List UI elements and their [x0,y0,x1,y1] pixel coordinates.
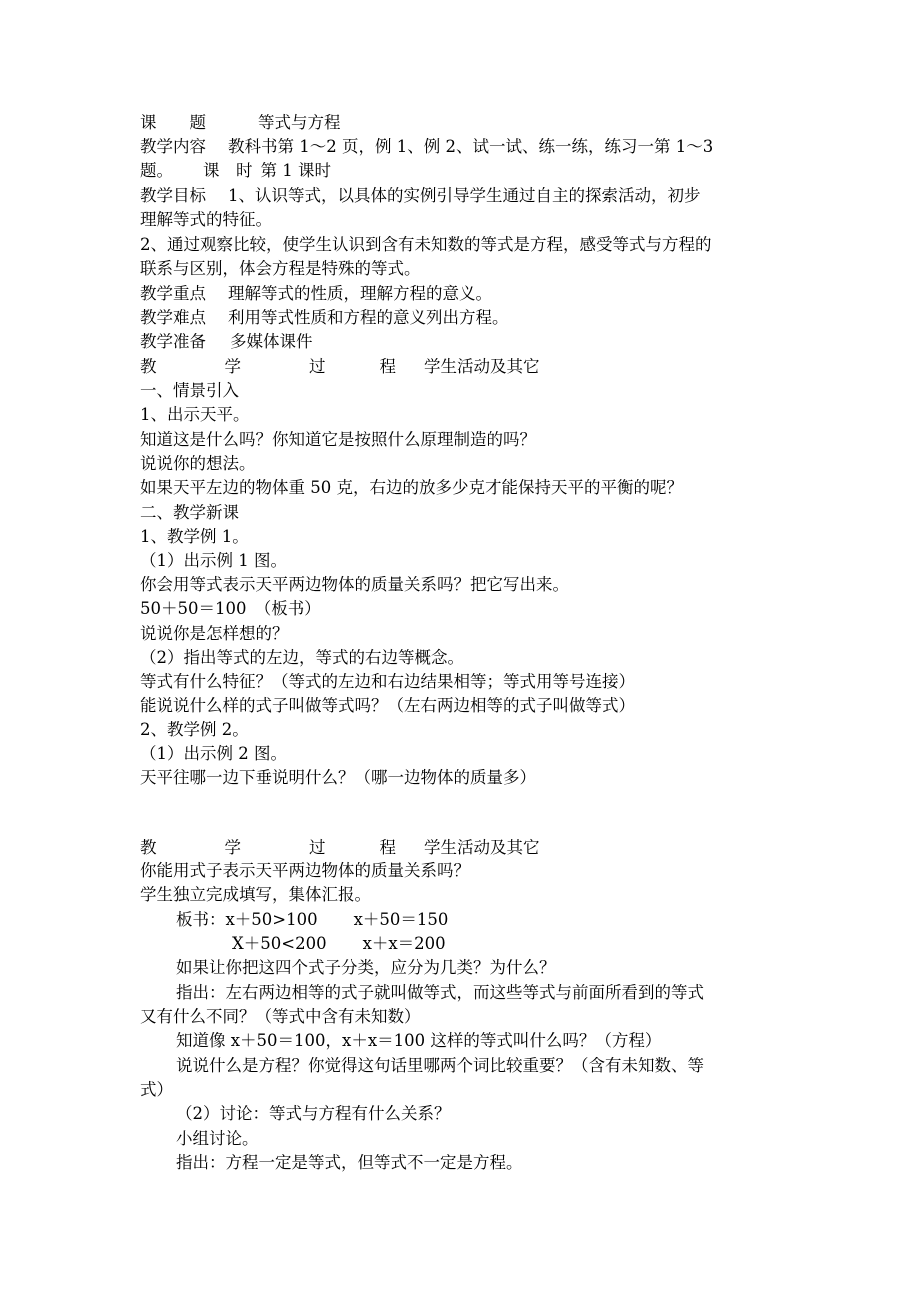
header-char-4: 程 [379,838,396,857]
key-label: 教学重点 [140,284,206,303]
process-header [140,356,540,378]
text-line: 又有什么不同？（等式中含有未知数） [140,1007,421,1026]
text-line: 知道像 x＋50＝100，x＋x＝100 这样的等式叫什么吗？（方程） [176,1031,662,1050]
difficulty-value: 利用等式性质和方程的意义列出方程。 [228,308,509,327]
goal-1: 1、认识等式，以具体的实例引导学生通过自主的探索活动，初步 [228,186,701,205]
text-line: 说说什么是方程？你觉得这句话里哪两个词比较重要？（含有未知数、等 [176,1056,704,1075]
board-eq-3: X＋50<200 [232,934,327,953]
text-line: （1）出示例 1 图。 [140,551,287,570]
section-intro: 一、情景引入 [140,381,239,400]
hours-value: 第 1 课时 [260,161,331,180]
text-line: 学生独立完成填写，集体汇报。 [140,885,371,904]
text-line: 你能用式子表示天平两边物体的质量关系吗？ [140,861,470,880]
goal-1-cont: 理解等式的特征。 [140,210,272,229]
text-line: 50＋50＝100 （板书） [140,599,321,618]
board-eq-2: x＋50＝150 [353,910,449,929]
text-line: 2、教学例 2。 [140,720,249,739]
text-line: 说说你的想法。 [140,454,256,473]
text-line: 如果天平左边的物体重 50 克，右边的放多少克才能保持天平的平衡的呢？ [140,478,683,497]
header-char-1: 教 [140,838,157,857]
board-eq-4: x＋x＝200 [362,934,446,953]
header-activities: 学生活动及其它 [424,357,540,376]
title-label: 课 题 [140,113,206,132]
board-eq-1: 板书：x＋50>100 [176,910,318,929]
text-line: 天平往哪一边下垂说明什么？（哪一边物体的质量多） [140,768,536,787]
text-line: 你会用等式表示天平两边物体的质量关系吗？把它写出来。 [140,575,569,594]
text-line: 等式有什么特征？（等式的左边和右边结果相等；等式用等号连接） [140,672,635,691]
text-line: 指出：方程一定是等式，但等式不一定是方程。 [176,1153,523,1172]
preparation-label: 教学准备 [140,332,206,351]
text-line: （2）指出等式的左边，等式的右边等概念。 [140,648,464,667]
goal-2-cont: 联系与区别，体会方程是特殊的等式。 [140,259,421,278]
goal-label: 教学目标 [140,186,206,205]
board-row-2 [232,933,446,955]
preparation-value: 多媒体课件 [230,332,313,351]
content-row-2 [140,160,331,182]
section-new-lesson: 二、教学新课 [140,503,239,522]
text-line: （1）出示例 2 图。 [140,744,287,763]
board-row-1 [176,909,448,931]
header-char-4: 程 [379,357,396,376]
content-row [140,136,713,158]
preparation-row [140,331,313,353]
goal-2: 2、通过观察比较，使学生认识到含有未知数的等式是方程，感受等式与方程的 [140,235,712,254]
text-line: 1、出示天平。 [140,405,250,424]
difficulty-row [140,307,509,329]
text-line: 式） [140,1080,173,1099]
key-point-row [140,283,492,305]
header-char-3: 过 [309,357,326,376]
key-value: 理解等式的性质，理解方程的意义。 [228,284,492,303]
header-char-2: 学 [224,838,241,857]
hours-label: 课 时 [203,161,253,180]
text-line: 说说你是怎样想的？ [140,624,289,643]
header-activities: 学生活动及其它 [424,838,540,857]
content-value-cont: 题。 [140,161,173,180]
process-header-2 [140,837,540,859]
text-line: （2）讨论：等式与方程有什么关系？ [176,1104,451,1123]
header-char-2: 学 [224,357,241,376]
text-line: 如果让你把这四个式子分类，应分为几类？为什么？ [176,958,556,977]
text-line: 知道这是什么吗？你知道它是按照什么原理制造的吗？ [140,430,536,449]
text-line: 能说说什么样的式子叫做等式吗？（左右两边相等的式子叫做等式） [140,696,635,715]
content-label: 教学内容 [140,137,206,156]
difficulty-label: 教学难点 [140,308,206,327]
header-char-1: 教 [140,357,157,376]
content-value: 教科书第 1～2 页，例 1、例 2、试一试、练一练，练习一第 1～3 [228,137,714,156]
lesson-title-row [140,112,341,134]
text-line: 1、教学例 1。 [140,527,249,546]
header-char-3: 过 [309,838,326,857]
title-value: 等式与方程 [258,113,341,132]
text-line: 小组讨论。 [176,1129,259,1148]
text-line: 指出：左右两边相等的式子就叫做等式，而这些等式与前面所看到的等式 [176,983,704,1002]
goal-row [140,185,701,207]
